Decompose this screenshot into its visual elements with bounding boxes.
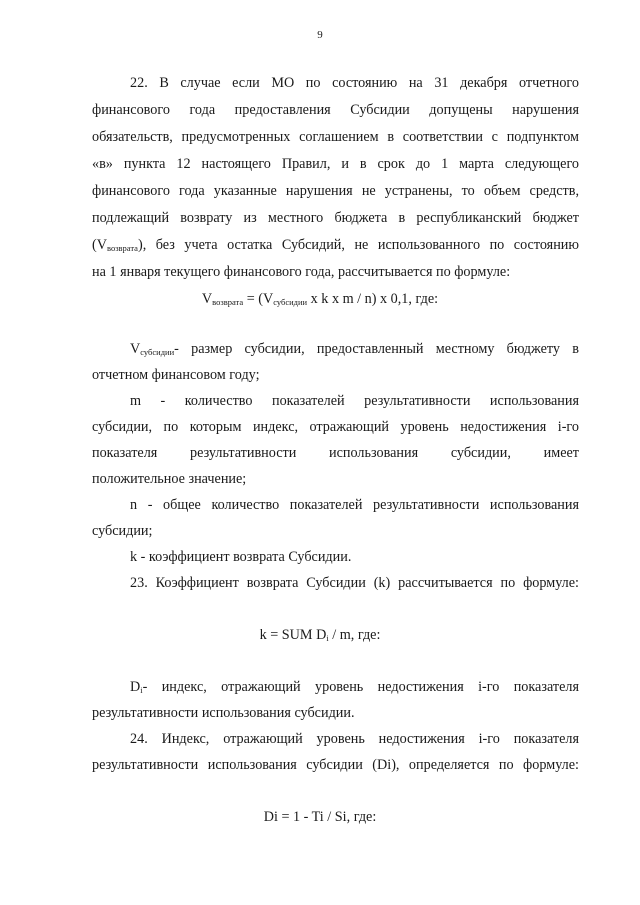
definition-line: показателя результативности использования субсидии, имеет — [92, 445, 579, 461]
definition-line: отчетном финансовом году; — [92, 367, 260, 383]
paragraph-23: 23. Коэффициент возврата Субсидии (k) рассчитывается по формуле: — [130, 575, 579, 591]
paragraph-24-line: 24. Индекс, отражающий уровень недостижения i-го показателя — [130, 731, 579, 747]
definition-m: m - количество показателей результативности использования — [130, 393, 579, 409]
paragraph-22-line: «в» пункта 12 настоящего Правил, и в срок до 1 марта следующего — [92, 156, 579, 172]
paragraph-22-line: обязательств, предусмотренных соглашением в соответствии с подпунктом — [92, 129, 579, 145]
definition-di: $D_i-$ индекс, отражающий уровень недостижения i-го показателя — [130, 679, 579, 695]
formula-di: Di = 1 - Ti / Si, где: — [263, 809, 377, 825]
paragraph-22-line: 22. В случае если МО по состоянию на 31 декабря отчетного — [130, 75, 579, 91]
definition-v-subsidii: $V_{субсидии}-$ размер субсидии, предоставленный местному бюджету в — [130, 341, 579, 357]
paragraph-22-line: финансового года указанные нарушения не устранены, то объем средств, — [92, 183, 579, 199]
definition-k: k - коэффициент возврата Субсидии. — [130, 549, 352, 565]
definition-line: результативности использования субсидии. — [92, 705, 355, 721]
formula-k: k = SUM $D_i$ / m, где: — [259, 627, 381, 643]
paragraph-24-line: результативности использования субсидии (Di), определяется по формуле: — [92, 757, 579, 773]
formula-v-return: $V_{возврата} = (V_{субсидии}$ x k x m / n) x 0,1, где: — [201, 291, 439, 307]
paragraph-22-line: подлежащий возврату из местного бюджета в республиканский бюджет — [92, 210, 579, 226]
definition-line: положительное значение; — [92, 471, 247, 487]
page-number: 9 — [317, 29, 323, 41]
paragraph-22-line: финансового года предоставления Субсидии допущены нарушения — [92, 102, 579, 118]
paragraph-22-line: $(V_{возврата})$, без учета остатка Субсидий, не использованного по состоянию — [92, 237, 579, 253]
definition-n: n - общее количество показателей результативности использования — [130, 497, 579, 513]
paragraph-22-line: на 1 января текущего финансового года, рассчитывается по формуле: — [92, 264, 511, 280]
definition-line: субсидии; — [92, 523, 153, 539]
definition-line: субсидии, по которым индекс, отражающий уровень недостижения i-го — [92, 419, 579, 435]
